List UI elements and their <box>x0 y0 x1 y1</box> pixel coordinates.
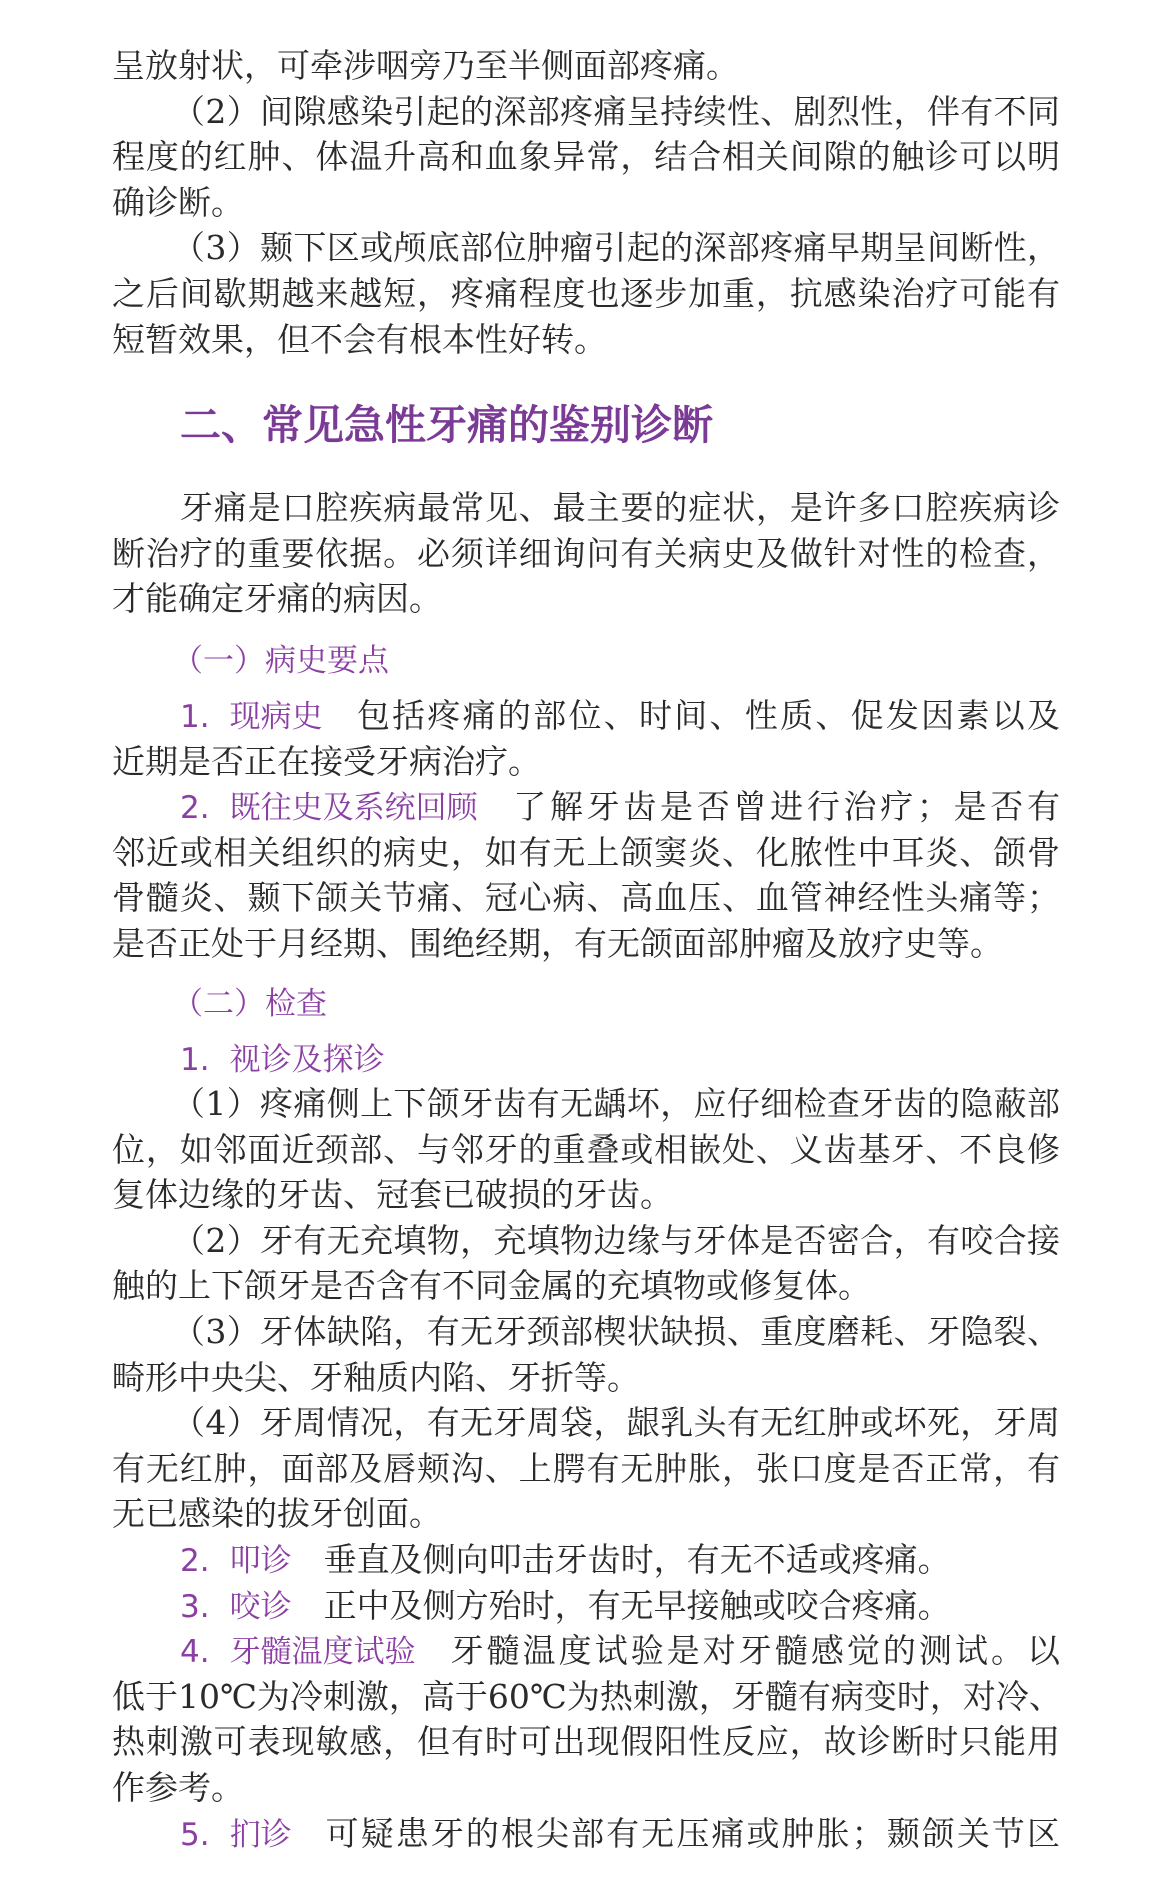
exam-point-line: 无已感染的拔牙创面。 <box>112 1494 442 1534</box>
intro-line: 牙痛是口腔疾病最常见、最主要的症状，是许多口腔疾病诊 <box>180 488 1060 528</box>
paragraph-line: 短暂效果，但不会有根本性好转。 <box>112 319 607 359</box>
history-item-line <box>112 693 1060 739</box>
paragraph-line: 程度的红肿、体温升高和血象异常，结合相关间隙的触诊可以明 <box>112 137 1060 177</box>
subsection-heading-exam: （二）检查 <box>172 985 327 1022</box>
history-item-line: 近期是否正在接受牙病治疗。 <box>112 741 541 781</box>
item-text: 了解牙齿是否曾进行治疗；是否有 <box>509 787 1060 827</box>
paragraph-line: 之后间歇期越来越短，疼痛程度也逐步加重，抗感染治疗可能有 <box>112 273 1060 313</box>
exam-point-line: （1）疼痛侧上下颌牙齿有无龋坏，应仔细检查牙齿的隐蔽部 <box>172 1084 1060 1124</box>
item-number: 1. <box>180 1041 210 1078</box>
history-item-line <box>112 784 1060 830</box>
exam-item-line: 低于10℃为冷刺激，高于60℃为热刺激，牙髓有病变时，对冷、 <box>112 1676 1062 1716</box>
exam-point-line: 畸形中央尖、牙釉质内陷、牙折等。 <box>112 1357 640 1397</box>
item-label <box>180 1630 416 1676</box>
item-label <box>180 1813 292 1859</box>
exam-point-line: 有无红肿，面部及唇颊沟、上腭有无肿胀，张口度是否正常，有 <box>112 1448 1060 1488</box>
exam-point-line: （2）牙有无充填物，充填物边缘与牙体是否密合，有咬合接 <box>172 1220 1060 1260</box>
item-text: 包括疼痛的部位、时间、性质、促发因素以及 <box>354 695 1060 735</box>
item-label <box>180 695 323 741</box>
item-label <box>180 1585 292 1631</box>
exam-item-line <box>112 1628 1060 1674</box>
exam-point-line: 触的上下颌牙是否含有不同金属的充填物或修复体。 <box>112 1266 871 1306</box>
item-text: 正中及侧方殆时，有无早接触或咬合疼痛。 <box>323 1585 951 1625</box>
item-number: 2. <box>180 790 210 827</box>
intro-line: 才能确定牙痛的病因。 <box>112 579 442 619</box>
exam-item-line <box>112 1811 1060 1857</box>
intro-line: 断治疗的重要依据。必须详细询问有关病史及做针对性的检查， <box>112 533 1060 573</box>
item-label <box>180 1539 292 1585</box>
paragraph-line: 确诊断。 <box>112 182 244 222</box>
exam-item-line <box>112 1583 1060 1629</box>
exam-item-heading <box>112 1036 1060 1082</box>
history-item-line: 邻近或相关组织的病史，如有无上颌窦炎、化脓性中耳炎、颌骨 <box>112 832 1060 872</box>
history-item-line: 是否正处于月经期、围绝经期，有无颌面部肿瘤及放疗史等。 <box>112 923 1003 963</box>
exam-item-line: 热刺激可表现敏感，但有时可出现假阳性反应，故诊断时只能用 <box>112 1722 1060 1762</box>
item-title: 叩诊 <box>229 1543 292 1580</box>
exam-point-line: 复体边缘的牙齿、冠套已破损的牙齿。 <box>112 1175 673 1215</box>
item-text: 可疑患牙的根尖部有无压痛或肿胀；颞颌关节区 <box>323 1813 1060 1853</box>
item-label <box>180 1038 385 1084</box>
section-heading: 二、常见急性牙痛的鉴别诊断 <box>180 401 713 450</box>
item-text: 牙髓温度试验是对牙髓感觉的测试。以 <box>447 1631 1060 1671</box>
paragraph-line: （2）间隙感染引起的深部疼痛呈持续性、剧烈性，伴有不同 <box>172 91 1060 131</box>
paragraph-line: （3）颞下区或颅底部位肿瘤引起的深部疼痛早期呈间断性， <box>172 228 1060 268</box>
item-number: 1. <box>180 698 210 735</box>
exam-point-line: （4）牙周情况，有无牙周袋，龈乳头有无红肿或坏死，牙周 <box>172 1403 1060 1443</box>
exam-item-line <box>112 1537 1060 1583</box>
carryover-line: 呈放射状，可牵涉咽旁乃至半侧面部疼痛。 <box>112 46 739 85</box>
item-title: 牙髓温度试验 <box>229 1634 416 1671</box>
item-title: 咬诊 <box>229 1588 292 1625</box>
item-title: 现病史 <box>229 698 323 735</box>
exam-point-line: 位，如邻面近颈部、与邻牙的重叠或相嵌处、义齿基牙、不良修 <box>112 1129 1060 1169</box>
exam-point-line: （3）牙体缺陷，有无牙颈部楔状缺损、重度磨耗、牙隐裂、 <box>172 1312 1060 1352</box>
item-label <box>180 786 478 832</box>
exam-item-line: 作参考。 <box>112 1768 244 1807</box>
page-body <box>112 43 1060 1856</box>
item-title: 既往史及系统回顾 <box>229 790 478 827</box>
item-text: 垂直及侧向叩击牙齿时，有无不适或疼痛。 <box>323 1540 951 1580</box>
item-number: 3. <box>180 1588 210 1625</box>
item-title: 扪诊 <box>229 1816 292 1853</box>
item-title: 视诊及探诊 <box>229 1041 385 1078</box>
item-number: 4. <box>180 1634 210 1671</box>
subsection-heading-history: （一）病史要点 <box>172 642 389 679</box>
history-item-line: 骨髓炎、颞下颌关节痛、冠心病、高血压、血管神经性头痛等； <box>112 878 1060 918</box>
item-number: 5. <box>180 1816 210 1853</box>
item-number: 2. <box>180 1543 210 1580</box>
